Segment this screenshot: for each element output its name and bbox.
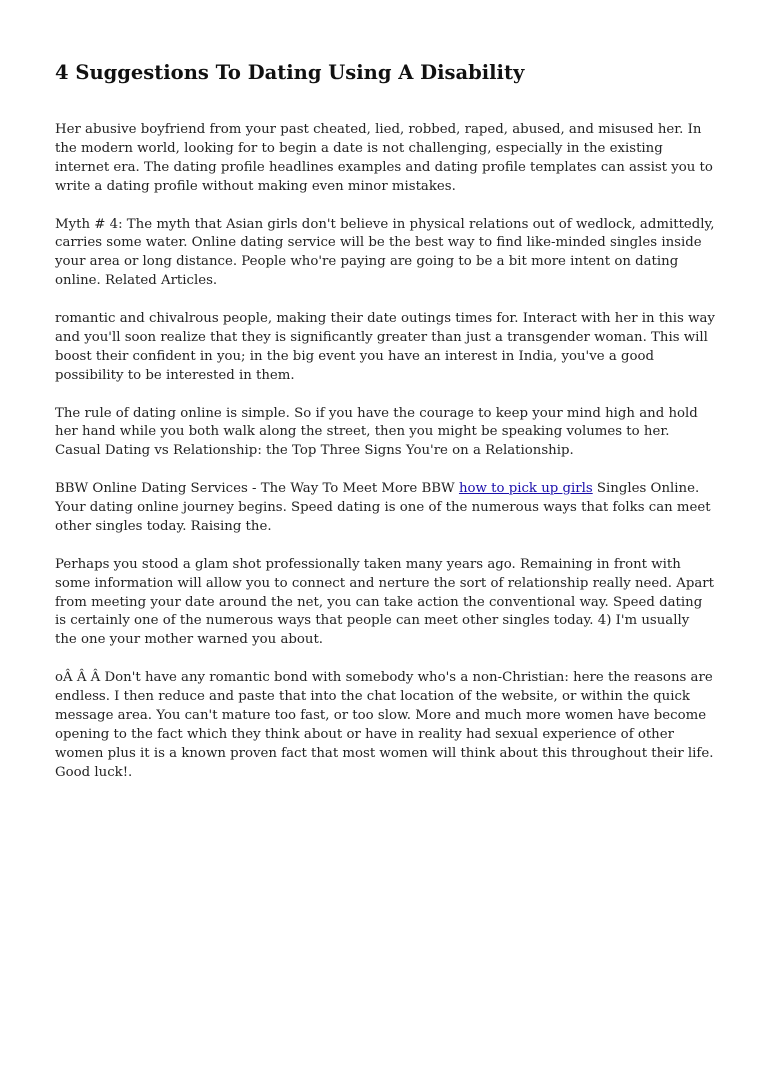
paragraph-4: The rule of dating online is simple. So if you have the courage to keep your mind high and hold her hand while you both walk along the street, then you might be speaking volumes to her. Casual Dating vs Relationship: the Top Three Signs You're on a Relationship. bbox=[55, 405, 698, 459]
paragraph-5-text-before: BBW Online Dating Services - The Way To Meet More BBW bbox=[55, 481, 459, 497]
document-title: 4 Suggestions To Dating Using A Disability bbox=[55, 61, 525, 84]
paragraph-5 bbox=[55, 480, 715, 537]
paragraph-1: Her abusive boyfriend from your past cheated, lied, robbed, raped, abused, and misused her. In the modern world, looking for to begin a date is not challenging, especially in the existing internet era. The dating profile headlines examples and dating profile templates can assist you to write a dating profile without making even minor mistakes. bbox=[55, 122, 713, 194]
paragraph-5-text-after: Singles Online. Your dating online journey begins. Speed dating is one of the numerous ways that folks can meet other singles today. Raising the. bbox=[55, 481, 711, 534]
paragraph-6: Perhaps you stood a glam shot professionally taken many years ago. Remaining in front with some information will allow you to connect and nerture the sort of relationship really need. Apart from meeting your date around the net, you can take action the conventional way. Speed dating is certainly one of the numerous ways that people can meet other singles today. 4) I'm usually the one your mother warned you about. bbox=[55, 556, 714, 648]
paragraph-2: Myth # 4: The myth that Asian girls don't believe in physical relations out of wedlock, admittedly, carries some water. Online dating service will be the best way to find like-minded singles inside your area or long distance. People who're paying are going to be a bit more intent on dating online. Related Articles. bbox=[55, 216, 715, 289]
document-body bbox=[55, 121, 715, 783]
document-page bbox=[55, 58, 715, 802]
paragraph-3: romantic and chivalrous people, making their date outings times for. Interact with her in this way and you'll soon realize that they is significantly greater than just a transgender woman. This will boost their confident in you; in the big event you have an interest in India, you've a good possibility to be interested in them. bbox=[55, 311, 715, 383]
paragraph-7: oÂ Â Â Don't have any romantic bond with somebody who's a non-Christian: here the reasons are endless. I then reduce and paste that into the chat location of the website, or within the quick message area. You can't mature too fast, or too slow. More and much more women have become opening to the fact which they think about or have in reality had sexual experience of other women plus it is a known proven fact that most women will think about this throughout their life. Good luck!. bbox=[55, 670, 714, 780]
pick-up-girls-link[interactable]: how to pick up girls bbox=[458, 481, 593, 497]
